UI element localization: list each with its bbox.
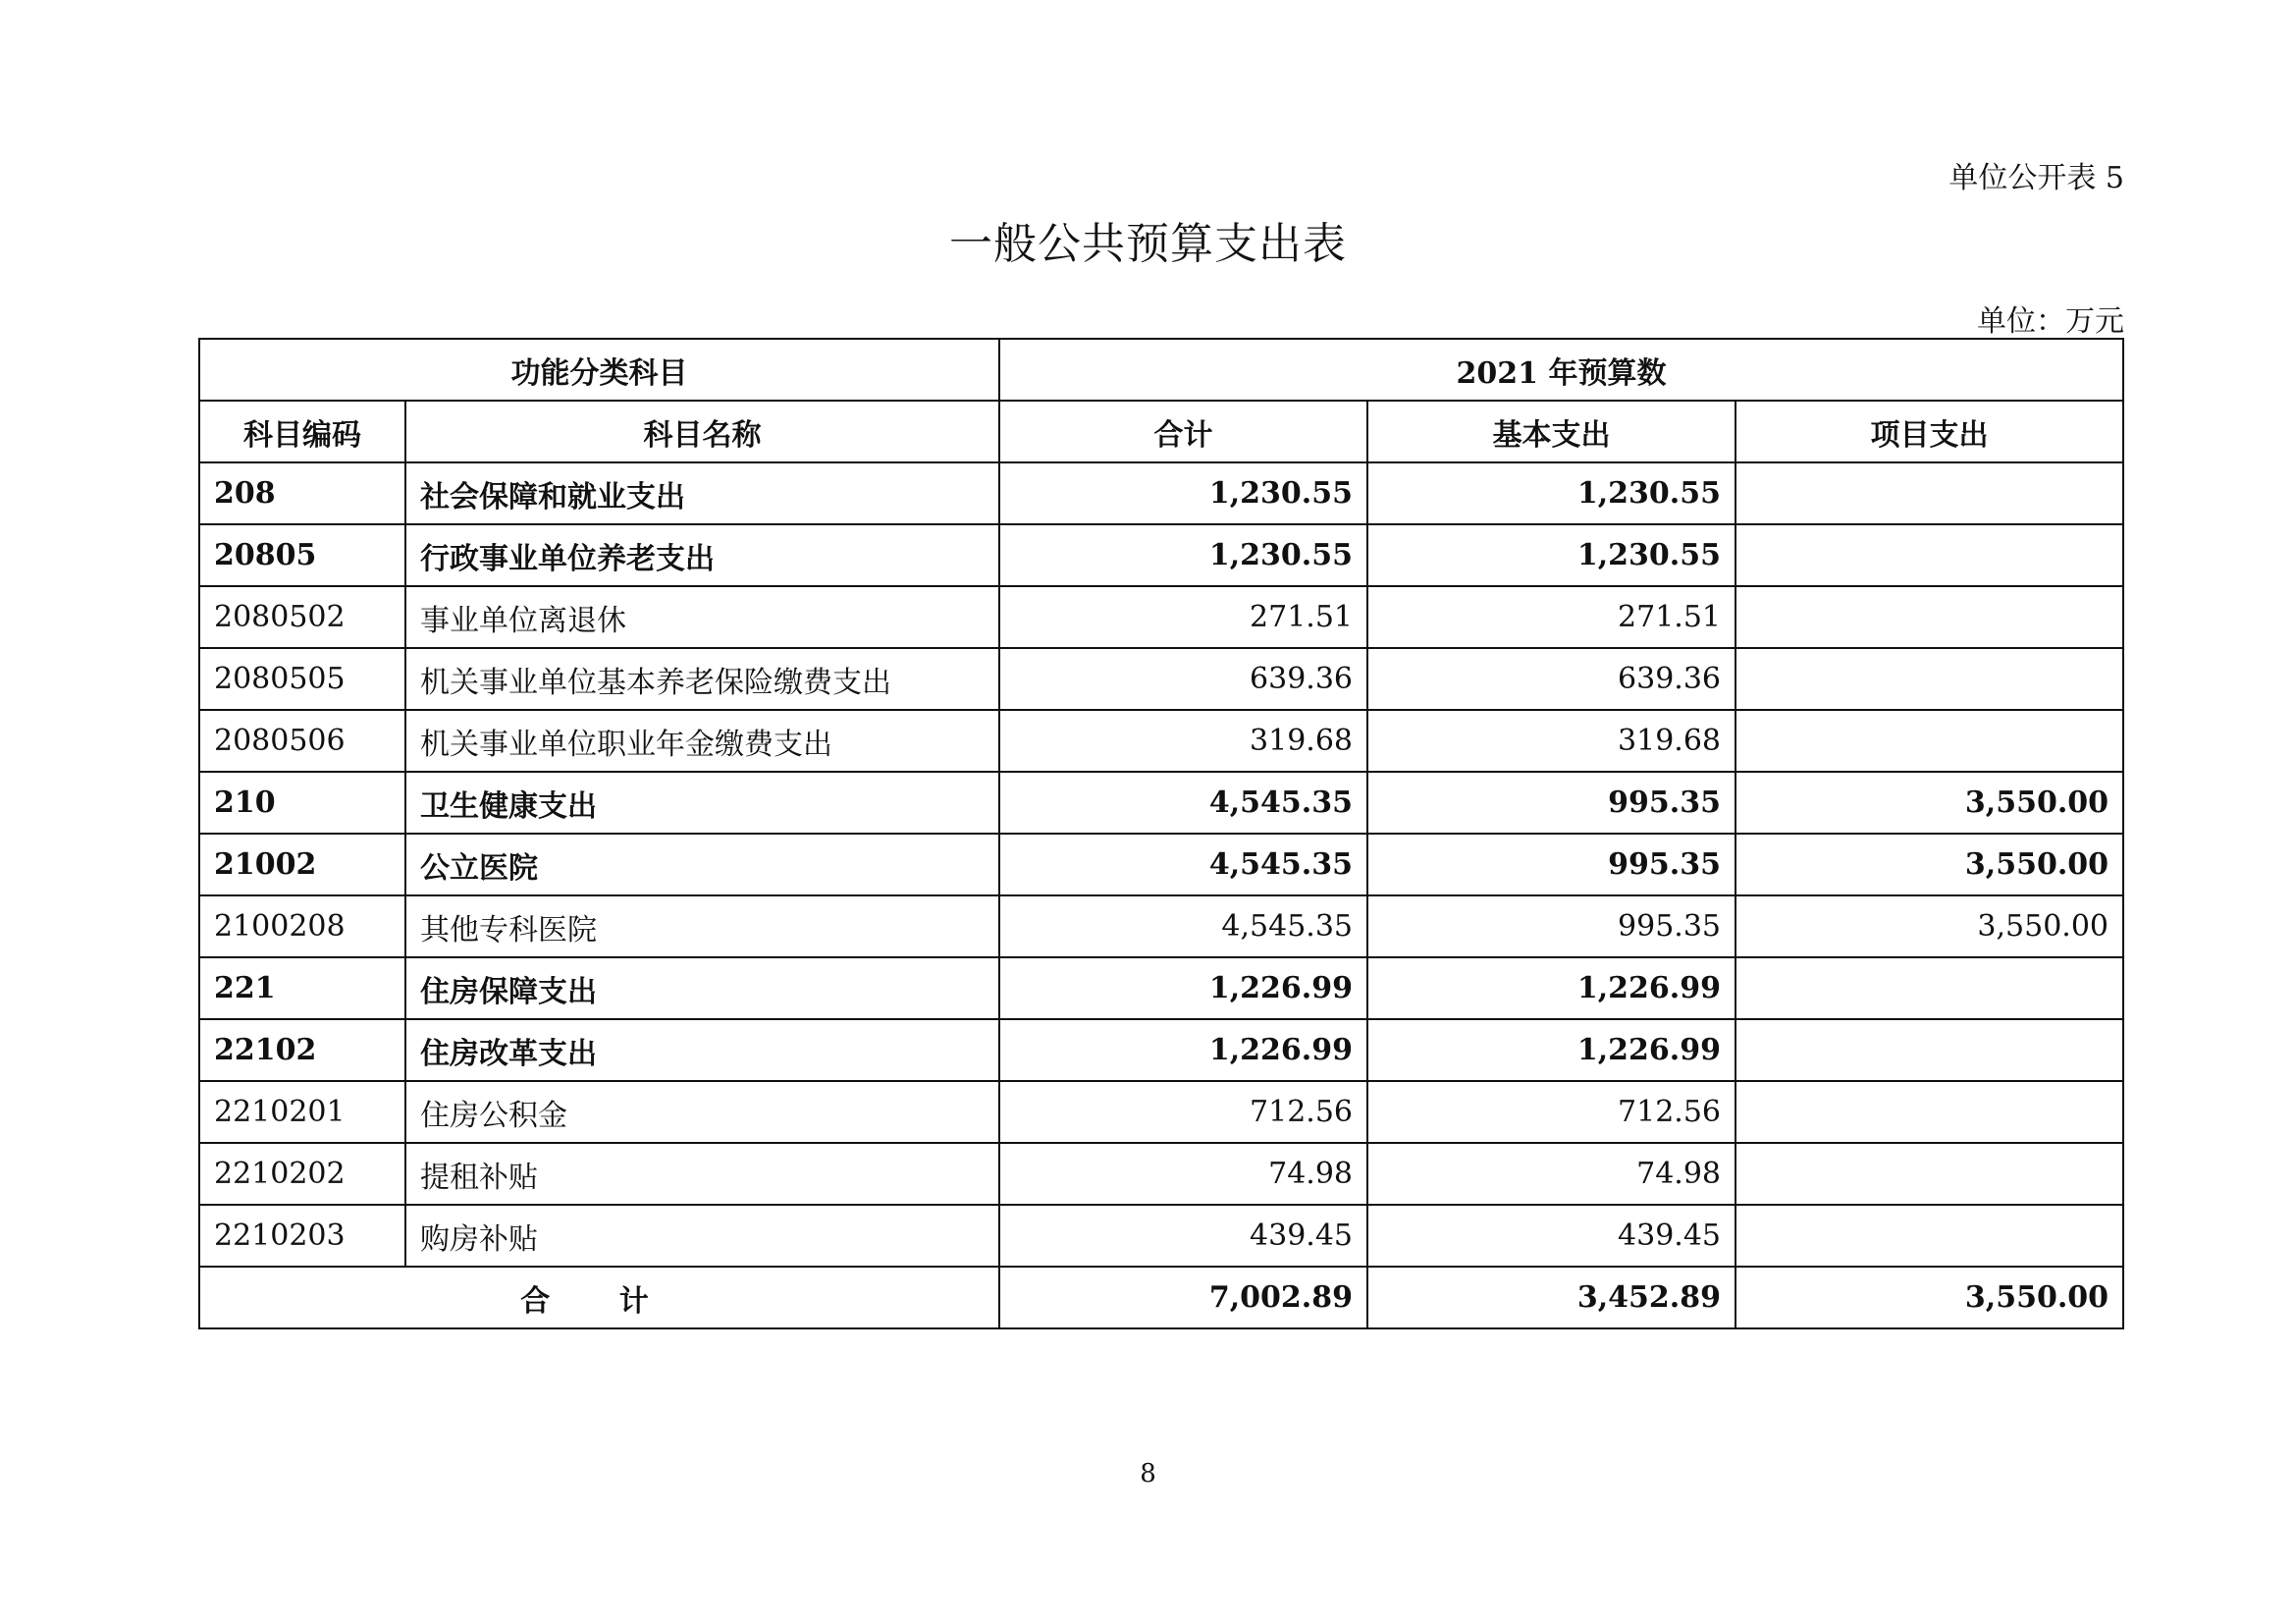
table-row (199, 1081, 2123, 1143)
column-header-name: 科目名称 (405, 401, 999, 462)
row-project (1735, 710, 2123, 772)
row-basic: 74.98 (1367, 1143, 1735, 1205)
row-project: 3,550.00 (1735, 834, 2123, 895)
table-row (199, 895, 2123, 957)
table-row (199, 586, 2123, 648)
row-name: 卫生健康支出 (405, 772, 999, 834)
row-basic: 1,230.55 (1367, 524, 1735, 586)
row-name: 住房保障支出 (405, 957, 999, 1019)
row-basic: 1,226.99 (1367, 957, 1735, 1019)
row-total: 4,545.35 (999, 772, 1367, 834)
column-header-code: 科目编码 (199, 401, 405, 462)
table-row (199, 1143, 2123, 1205)
row-code: 2080505 (199, 648, 405, 710)
page-number: 8 (1140, 1459, 1156, 1489)
row-code: 2080502 (199, 586, 405, 648)
unit-label: 单位：万元 (1977, 304, 2124, 339)
row-total: 712.56 (999, 1081, 1367, 1143)
row-code: 2080506 (199, 710, 405, 772)
row-project (1735, 462, 2123, 524)
total-row-basic: 3,452.89 (1367, 1267, 1735, 1328)
row-name: 行政事业单位养老支出 (405, 524, 999, 586)
total-row-total: 7,002.89 (999, 1267, 1367, 1328)
row-code: 208 (199, 462, 405, 524)
row-total: 639.36 (999, 648, 1367, 710)
row-project (1735, 1019, 2123, 1081)
row-name: 公立医院 (405, 834, 999, 895)
table-row (199, 462, 2123, 524)
row-project (1735, 1205, 2123, 1267)
row-basic: 639.36 (1367, 648, 1735, 710)
total-row (199, 1267, 2123, 1328)
group-header-row (199, 339, 2123, 401)
row-basic: 995.35 (1367, 895, 1735, 957)
column-header-total: 合计 (999, 401, 1367, 462)
column-header-row (199, 401, 2123, 462)
table-body (199, 462, 2123, 1267)
row-total: 1,230.55 (999, 524, 1367, 586)
row-total: 271.51 (999, 586, 1367, 648)
row-name: 事业单位离退休 (405, 586, 999, 648)
row-code: 2210203 (199, 1205, 405, 1267)
row-project (1735, 1081, 2123, 1143)
row-total: 1,230.55 (999, 462, 1367, 524)
row-basic: 1,226.99 (1367, 1019, 1735, 1081)
table-row (199, 957, 2123, 1019)
row-project: 3,550.00 (1735, 772, 2123, 834)
total-row-label: 合 计 (199, 1267, 999, 1328)
row-total: 4,545.35 (999, 895, 1367, 957)
row-total: 319.68 (999, 710, 1367, 772)
row-total: 74.98 (999, 1143, 1367, 1205)
table-row (199, 772, 2123, 834)
form-number: 单位公开表 5 (1949, 161, 2124, 195)
row-basic: 319.68 (1367, 710, 1735, 772)
row-basic: 995.35 (1367, 772, 1735, 834)
group-header-classification: 功能分类科目 (199, 339, 999, 401)
row-name: 住房公积金 (405, 1081, 999, 1143)
row-code: 221 (199, 957, 405, 1019)
table-row (199, 834, 2123, 895)
budget-table (198, 338, 2124, 1329)
row-code: 2210201 (199, 1081, 405, 1143)
row-basic: 1,230.55 (1367, 462, 1735, 524)
row-project (1735, 586, 2123, 648)
row-code: 2100208 (199, 895, 405, 957)
row-basic: 271.51 (1367, 586, 1735, 648)
row-project (1735, 1143, 2123, 1205)
row-project (1735, 524, 2123, 586)
column-header-project: 项目支出 (1735, 401, 2123, 462)
row-name: 机关事业单位基本养老保险缴费支出 (405, 648, 999, 710)
row-code: 21002 (199, 834, 405, 895)
row-total: 1,226.99 (999, 957, 1367, 1019)
table-row (199, 524, 2123, 586)
group-header-budget-year: 2021 年预算数 (999, 339, 2123, 401)
row-name: 机关事业单位职业年金缴费支出 (405, 710, 999, 772)
row-code: 20805 (199, 524, 405, 586)
table-row (199, 1205, 2123, 1267)
row-total: 4,545.35 (999, 834, 1367, 895)
column-header-basic: 基本支出 (1367, 401, 1735, 462)
row-basic: 995.35 (1367, 834, 1735, 895)
row-code: 2210202 (199, 1143, 405, 1205)
table-row (199, 648, 2123, 710)
row-name: 购房补贴 (405, 1205, 999, 1267)
row-code: 210 (199, 772, 405, 834)
row-name: 社会保障和就业支出 (405, 462, 999, 524)
row-project (1735, 648, 2123, 710)
row-name: 其他专科医院 (405, 895, 999, 957)
row-code: 22102 (199, 1019, 405, 1081)
row-basic: 712.56 (1367, 1081, 1735, 1143)
table-row (199, 1019, 2123, 1081)
row-project: 3,550.00 (1735, 895, 2123, 957)
row-name: 住房改革支出 (405, 1019, 999, 1081)
table-row (199, 710, 2123, 772)
row-project (1735, 957, 2123, 1019)
row-total: 439.45 (999, 1205, 1367, 1267)
row-total: 1,226.99 (999, 1019, 1367, 1081)
total-row-project: 3,550.00 (1735, 1267, 2123, 1328)
page-title: 一般公共预算支出表 (949, 219, 1347, 269)
row-basic: 439.45 (1367, 1205, 1735, 1267)
row-name: 提租补贴 (405, 1143, 999, 1205)
